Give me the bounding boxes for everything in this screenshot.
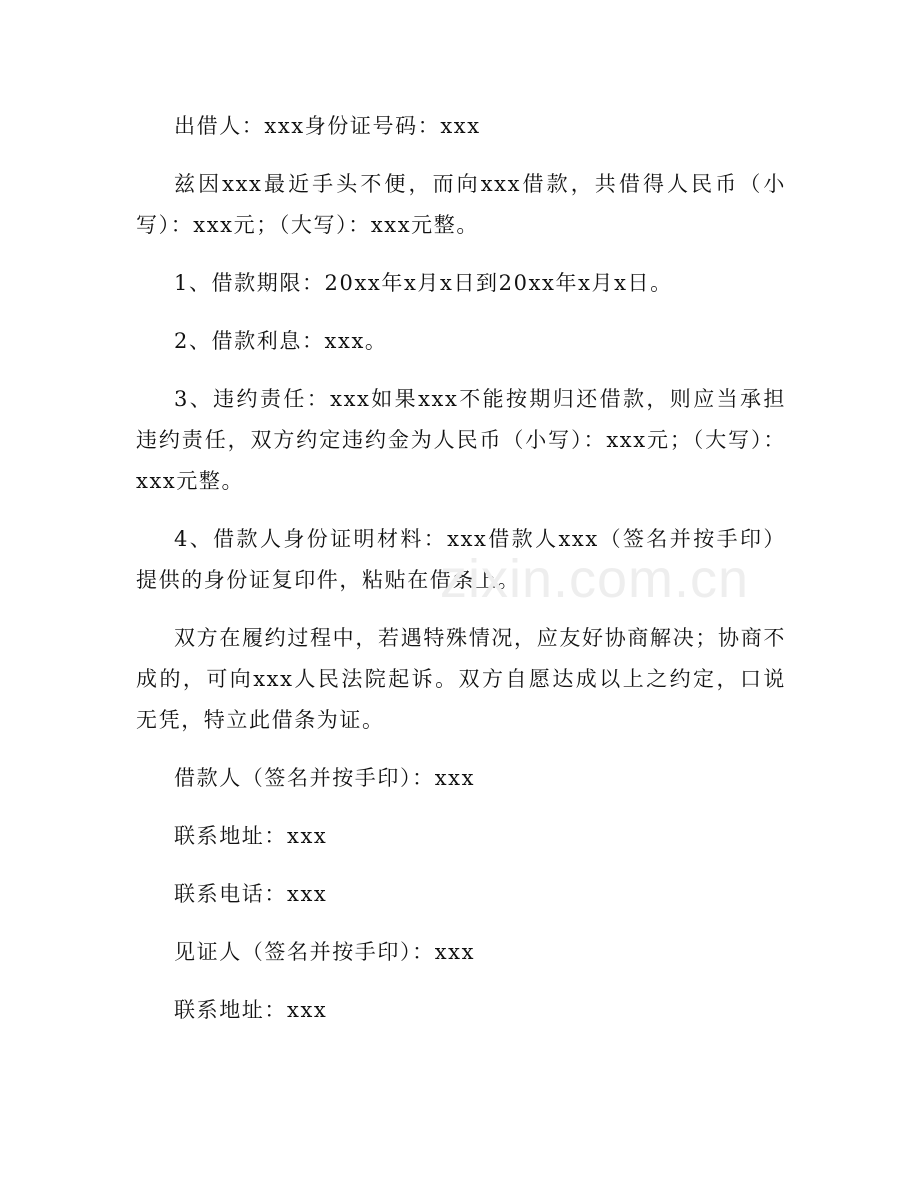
paragraph-gap [136,915,786,932]
lender-info-line: 出借人：xxx身份证号码：xxx [174,114,481,138]
paragraph-gap [136,799,786,816]
loan-interest-clause: 2、借款利息：xxx。 [174,329,388,353]
paragraph-gap [136,857,786,874]
paragraph-gap [136,304,786,321]
loan-term-clause: 1、借款期限：20xx年x月x日到20xx年x月x日。 [174,271,673,295]
paragraph-gap [136,741,786,758]
document-body [136,106,786,1031]
borrower-signature-line: 借款人（签名并按手印）：xxx [174,766,476,790]
paragraph-gap [136,502,786,519]
paragraph-gap [136,973,786,990]
dispute-resolution-paragraph: 双方在履约过程中，若遇特殊情况，应友好协商解决；协商不成的，可向xxx人民法院起诉。双方自愿达成以上之约定，口说无凭，特立此借条为证。 [136,626,786,732]
breach-liability-clause: 3、违约责任：xxx如果xxx不能按期归还借款，则应当承担违约责任，双方约定违约金为人民币（小写）：xxx元；（大写）：xxx元整。 [136,387,786,493]
borrower-phone-line: 联系电话：xxx [174,882,328,906]
paragraph-gap [136,246,786,263]
watermark-text: zixin.com.cn [440,549,750,609]
paragraph-gap [136,147,786,164]
witness-signature-line: 见证人（签名并按手印）：xxx [174,940,476,964]
identity-documents-clause: 4、借款人身份证明材料：xxx借款人xxx（签名并按手印）提供的身份证复印件，粘贴在借条上。 [136,527,786,592]
paragraph-gap [136,362,786,379]
borrower-address-line: 联系地址：xxx [174,824,328,848]
paragraph-gap [136,601,786,618]
loan-statement-paragraph: 兹因xxx最近手头不便，而向xxx借款，共借得人民币（小写）：xxx元；（大写）：xxx元整。 [136,172,786,237]
witness-address-line: 联系地址：xxx [174,998,328,1022]
